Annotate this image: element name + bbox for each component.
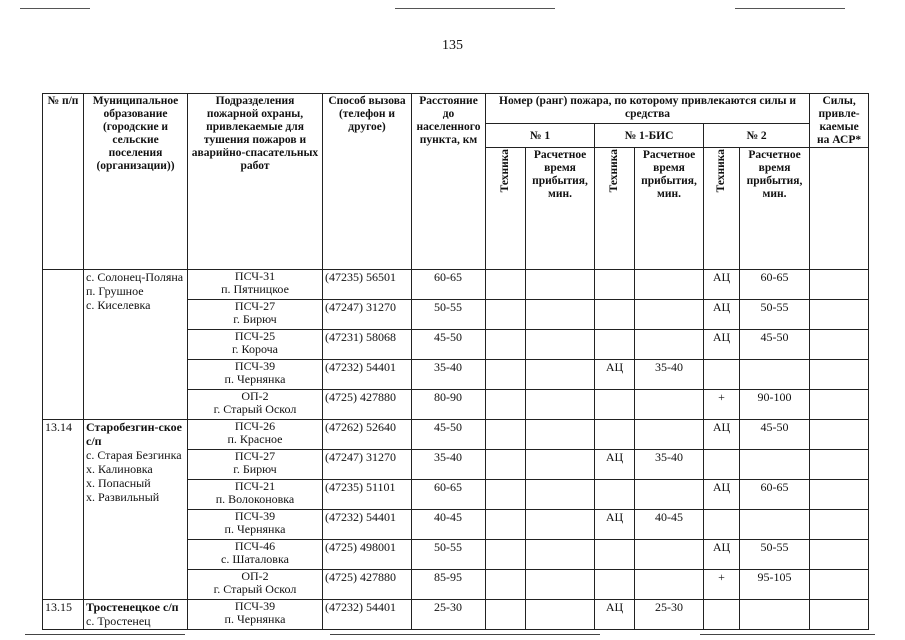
rank1-time-cell bbox=[526, 390, 595, 420]
distance-cell: 25-30 bbox=[412, 600, 486, 630]
phone-cell: (47235) 56501 bbox=[323, 270, 412, 300]
rank1-time-cell bbox=[526, 420, 595, 450]
phone-cell: (47232) 54401 bbox=[323, 600, 412, 630]
municipality-name: Тростенецкое с/п bbox=[86, 600, 179, 614]
header-tech-1: Техника bbox=[486, 148, 526, 270]
header-num: № п/п bbox=[43, 94, 84, 270]
rank1-tech-cell bbox=[486, 600, 526, 630]
settlement-name: с. Старая Безгинка bbox=[86, 448, 182, 462]
settlement-name: с. Киселевка bbox=[86, 298, 151, 312]
header-asr-empty bbox=[810, 148, 869, 270]
asr-cell bbox=[810, 510, 869, 540]
rank1bis-time-cell bbox=[635, 300, 704, 330]
rank1-time-cell bbox=[526, 540, 595, 570]
row-index: 13.14 bbox=[43, 420, 84, 600]
asr-cell bbox=[810, 330, 869, 360]
row-index bbox=[43, 270, 84, 420]
settlement-name: х. Попасный bbox=[86, 476, 151, 490]
rank1-time-cell bbox=[526, 270, 595, 300]
unit-code: ПСЧ-39 bbox=[234, 599, 276, 613]
distance-cell: 50-55 bbox=[412, 300, 486, 330]
settlement-name: х. Развильный bbox=[86, 490, 160, 504]
rank1bis-tech-cell bbox=[595, 540, 635, 570]
rank2-tech-cell bbox=[704, 600, 740, 630]
row-index: 13.15 bbox=[43, 600, 84, 630]
header-rank-2: № 2 bbox=[704, 124, 810, 148]
table-row bbox=[43, 600, 869, 630]
distance-cell: 60-65 bbox=[412, 270, 486, 300]
rank2-tech-cell: + bbox=[704, 570, 740, 600]
bottom-rule-left bbox=[25, 634, 185, 635]
asr-cell bbox=[810, 270, 869, 300]
distance-cell: 50-55 bbox=[412, 540, 486, 570]
unit-location: п. Чернянка bbox=[224, 522, 286, 536]
rank1-tech-cell bbox=[486, 330, 526, 360]
rank2-tech-cell: АЦ bbox=[704, 540, 740, 570]
rank1-time-cell bbox=[526, 300, 595, 330]
unit-cell bbox=[188, 270, 323, 300]
rank1bis-tech-cell bbox=[595, 270, 635, 300]
rank1bis-tech-cell bbox=[595, 300, 635, 330]
distance-cell: 35-40 bbox=[412, 450, 486, 480]
rank2-tech-cell: + bbox=[704, 390, 740, 420]
header-rank-group: Номер (ранг) пожара, по которому привлекаются силы и средства bbox=[486, 94, 810, 124]
rank2-time-cell: 60-65 bbox=[740, 480, 810, 510]
unit-cell bbox=[188, 300, 323, 330]
distance-cell: 45-50 bbox=[412, 330, 486, 360]
asr-cell bbox=[810, 390, 869, 420]
rank2-tech-cell: АЦ bbox=[704, 300, 740, 330]
distance-cell: 45-50 bbox=[412, 420, 486, 450]
rank1bis-tech-cell bbox=[595, 420, 635, 450]
municipality-cell bbox=[84, 420, 188, 600]
unit-cell bbox=[188, 390, 323, 420]
unit-cell bbox=[188, 510, 323, 540]
asr-cell bbox=[810, 540, 869, 570]
rank1bis-tech-cell bbox=[595, 330, 635, 360]
top-rule-right bbox=[735, 8, 845, 9]
header-asr: Силы, привле-каемые на АСР* bbox=[810, 94, 869, 148]
rank2-time-cell: 50-55 bbox=[740, 540, 810, 570]
asr-cell bbox=[810, 420, 869, 450]
rank1bis-time-cell bbox=[635, 420, 704, 450]
unit-code: ОП-2 bbox=[241, 569, 269, 583]
municipality-cell bbox=[84, 270, 188, 420]
phone-cell: (47231) 58068 bbox=[323, 330, 412, 360]
rank2-tech-cell: АЦ bbox=[704, 420, 740, 450]
rank1-tech-cell bbox=[486, 450, 526, 480]
fire-forces-table bbox=[42, 93, 869, 630]
rank2-tech-cell bbox=[704, 360, 740, 390]
rank2-time-cell bbox=[740, 510, 810, 540]
rank1bis-tech-cell bbox=[595, 480, 635, 510]
header-tech-2: Техника bbox=[704, 148, 740, 270]
unit-location: п. Волоконовка bbox=[215, 492, 295, 506]
rank2-tech-cell: АЦ bbox=[704, 330, 740, 360]
table-body bbox=[43, 270, 869, 630]
asr-cell bbox=[810, 480, 869, 510]
table-row bbox=[43, 420, 869, 450]
rank2-time-cell: 45-50 bbox=[740, 330, 810, 360]
rank1bis-time-cell bbox=[635, 270, 704, 300]
rank2-tech-cell: АЦ bbox=[704, 480, 740, 510]
rank2-tech-cell bbox=[704, 510, 740, 540]
unit-cell bbox=[188, 540, 323, 570]
table-row bbox=[43, 270, 869, 300]
unit-location: п. Пятницкое bbox=[221, 282, 289, 296]
page-number: 135 bbox=[442, 38, 463, 53]
rank1bis-time-cell bbox=[635, 570, 704, 600]
unit-code: ПСЧ-39 bbox=[234, 509, 276, 523]
rank1-time-cell bbox=[526, 600, 595, 630]
header-tech-1bis: Техника bbox=[595, 148, 635, 270]
bottom-rule-right bbox=[700, 634, 875, 635]
rank1-tech-cell bbox=[486, 390, 526, 420]
rank1bis-tech-cell: АЦ bbox=[595, 600, 635, 630]
phone-cell: (47235) 51101 bbox=[323, 480, 412, 510]
header-call-method: Способ вызова (телефон и другое) bbox=[323, 94, 412, 270]
distance-cell: 85-95 bbox=[412, 570, 486, 600]
rank2-tech-cell bbox=[704, 450, 740, 480]
settlement-name: с. Тростенец bbox=[86, 614, 151, 628]
header-distance: Расстояние до населенного пункта, км bbox=[412, 94, 486, 270]
unit-code: ПСЧ-39 bbox=[234, 359, 276, 373]
distance-cell: 80-90 bbox=[412, 390, 486, 420]
unit-cell bbox=[188, 480, 323, 510]
header-rank-1bis: № 1-БИС bbox=[595, 124, 704, 148]
unit-code: ОП-2 bbox=[241, 389, 269, 403]
distance-cell: 35-40 bbox=[412, 360, 486, 390]
unit-location: г. Бирюч bbox=[233, 462, 277, 476]
rank2-time-cell: 95-105 bbox=[740, 570, 810, 600]
rank1bis-tech-cell: АЦ bbox=[595, 360, 635, 390]
unit-location: п. Красное bbox=[227, 432, 283, 446]
rank1-time-cell bbox=[526, 570, 595, 600]
rank1bis-time-cell bbox=[635, 480, 704, 510]
rank2-time-cell: 60-65 bbox=[740, 270, 810, 300]
rank1-tech-cell bbox=[486, 510, 526, 540]
unit-cell bbox=[188, 570, 323, 600]
rank1bis-tech-cell: АЦ bbox=[595, 450, 635, 480]
top-rule-left bbox=[20, 8, 90, 9]
unit-cell bbox=[188, 450, 323, 480]
unit-code: ПСЧ-25 bbox=[234, 329, 276, 343]
unit-code: ПСЧ-21 bbox=[234, 479, 276, 493]
rank1bis-tech-cell: АЦ bbox=[595, 510, 635, 540]
rank1bis-time-cell bbox=[635, 540, 704, 570]
rank2-time-cell: 45-50 bbox=[740, 420, 810, 450]
unit-cell bbox=[188, 420, 323, 450]
unit-location: г. Старый Оскол bbox=[213, 402, 297, 416]
rank1-time-cell bbox=[526, 330, 595, 360]
rank1bis-time-cell bbox=[635, 330, 704, 360]
header-time-1: Расчетное время прибытия, мин. bbox=[526, 148, 595, 270]
unit-code: ПСЧ-27 bbox=[234, 449, 276, 463]
asr-cell bbox=[810, 570, 869, 600]
header-rank-1: № 1 bbox=[486, 124, 595, 148]
header-time-2: Расчетное время прибытия, мин. bbox=[740, 148, 810, 270]
asr-cell bbox=[810, 450, 869, 480]
distance-cell: 40-45 bbox=[412, 510, 486, 540]
unit-code: ПСЧ-26 bbox=[234, 419, 276, 433]
unit-cell bbox=[188, 360, 323, 390]
phone-cell: (47262) 52640 bbox=[323, 420, 412, 450]
asr-cell bbox=[810, 300, 869, 330]
phone-cell: (4725) 427880 bbox=[323, 390, 412, 420]
phone-cell: (47232) 54401 bbox=[323, 360, 412, 390]
rank1-time-cell bbox=[526, 510, 595, 540]
settlement-name: х. Калиновка bbox=[86, 462, 153, 476]
rank1-time-cell bbox=[526, 450, 595, 480]
rank1-tech-cell bbox=[486, 420, 526, 450]
rank1-tech-cell bbox=[486, 480, 526, 510]
settlement-name: с. Солонец-Поляна bbox=[86, 270, 184, 284]
rank2-time-cell bbox=[740, 360, 810, 390]
asr-cell bbox=[810, 360, 869, 390]
phone-cell: (4725) 498001 bbox=[323, 540, 412, 570]
header-units: Подразделения пожарной охраны, привлекаемые для тушения пожаров и аварийно-спасательных работ bbox=[188, 94, 323, 270]
rank1bis-time-cell: 35-40 bbox=[635, 450, 704, 480]
header-time-1bis: Расчетное время прибытия, мин. bbox=[635, 148, 704, 270]
rank1bis-time-cell: 40-45 bbox=[635, 510, 704, 540]
unit-location: с. Шаталовка bbox=[221, 552, 289, 566]
rank1-tech-cell bbox=[486, 300, 526, 330]
distance-cell: 60-65 bbox=[412, 480, 486, 510]
rank1-tech-cell bbox=[486, 570, 526, 600]
rank2-time-cell: 90-100 bbox=[740, 390, 810, 420]
top-rule-center bbox=[395, 8, 555, 9]
unit-location: г. Короча bbox=[231, 342, 279, 356]
unit-cell bbox=[188, 600, 323, 630]
settlement-name: п. Грушное bbox=[86, 284, 144, 298]
phone-cell: (47247) 31270 bbox=[323, 450, 412, 480]
header-municipality: Муниципальное образование (городские и сельские поселения (организации)) bbox=[84, 94, 188, 270]
rank1-tech-cell bbox=[486, 540, 526, 570]
phone-cell: (47247) 31270 bbox=[323, 300, 412, 330]
unit-location: п. Чернянка bbox=[224, 612, 286, 626]
rank1-time-cell bbox=[526, 360, 595, 390]
rank1bis-time-cell bbox=[635, 390, 704, 420]
rank2-tech-cell: АЦ bbox=[704, 270, 740, 300]
rank1bis-time-cell: 25-30 bbox=[635, 600, 704, 630]
rank1-tech-cell bbox=[486, 360, 526, 390]
rank2-time-cell bbox=[740, 600, 810, 630]
phone-cell: (47232) 54401 bbox=[323, 510, 412, 540]
rank1bis-tech-cell bbox=[595, 570, 635, 600]
unit-code: ПСЧ-31 bbox=[234, 269, 276, 283]
unit-location: п. Чернянка bbox=[224, 372, 286, 386]
unit-code: ПСЧ-27 bbox=[234, 299, 276, 313]
rank2-time-cell bbox=[740, 450, 810, 480]
unit-location: г. Старый Оскол bbox=[213, 582, 297, 596]
municipality-cell bbox=[84, 600, 188, 630]
asr-cell bbox=[810, 600, 869, 630]
municipality-name: Старобезгин-ское с/п bbox=[86, 420, 182, 448]
unit-cell bbox=[188, 330, 323, 360]
rank2-time-cell: 50-55 bbox=[740, 300, 810, 330]
rank1-tech-cell bbox=[486, 270, 526, 300]
rank1-time-cell bbox=[526, 480, 595, 510]
rank1bis-tech-cell bbox=[595, 390, 635, 420]
unit-location: г. Бирюч bbox=[233, 312, 277, 326]
rank1bis-time-cell: 35-40 bbox=[635, 360, 704, 390]
bottom-rule-center bbox=[330, 634, 600, 635]
unit-code: ПСЧ-46 bbox=[234, 539, 276, 553]
phone-cell: (4725) 427880 bbox=[323, 570, 412, 600]
